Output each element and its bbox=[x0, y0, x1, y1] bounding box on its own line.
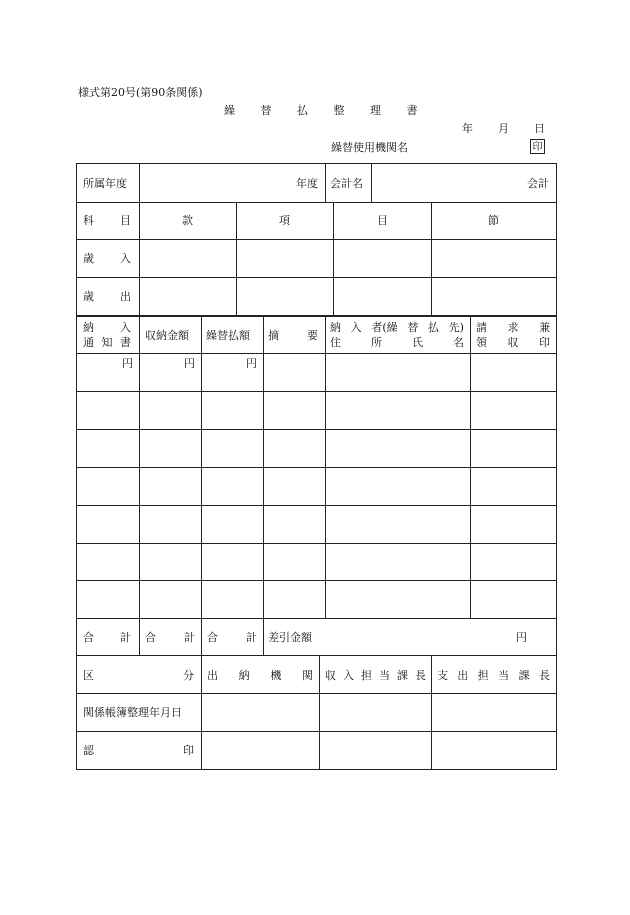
summary-header: 摘 要 bbox=[268, 329, 318, 342]
ledger-date-label: 関係帳簿整理年月日 bbox=[83, 706, 182, 719]
received-amount-header: 収納金額 bbox=[145, 329, 189, 342]
payer-header-1: 納 入 者(繰 替 払 先) bbox=[330, 321, 464, 334]
total-label-received: 合 計 bbox=[145, 631, 195, 644]
title-text: 繰 替 払 整 理 書 bbox=[224, 104, 418, 117]
advance-amount-header: 繰替払額 bbox=[206, 329, 250, 342]
difference-yen-unit: 円 bbox=[516, 631, 527, 644]
yen-unit-advance: 円 bbox=[246, 357, 257, 370]
fiscal-year-suffix: 年度 bbox=[296, 177, 318, 190]
moku-header: 目 bbox=[377, 214, 388, 227]
division-header: 区 分 bbox=[83, 669, 194, 682]
expense-label: 歳 出 bbox=[83, 290, 131, 303]
agency-label: 繰替使用機関名 bbox=[331, 141, 408, 154]
approval-seal-label: 認 印 bbox=[83, 744, 194, 757]
income-label: 歳 入 bbox=[83, 252, 131, 265]
date-day: 日 bbox=[534, 122, 545, 135]
payer-header-2: 住 所 氏 名 bbox=[330, 336, 464, 349]
kou-header: 項 bbox=[279, 214, 290, 227]
notice-header-1: 納 入 bbox=[83, 321, 131, 334]
yen-unit-received: 円 bbox=[184, 357, 195, 370]
date-month: 月 bbox=[498, 122, 509, 135]
difference-amount-label: 差引金額 bbox=[268, 631, 312, 644]
expense-chief-header: 支 出 担 当 課 長 bbox=[437, 669, 550, 682]
date-year: 年 bbox=[462, 122, 473, 135]
account-name-label: 会計名 bbox=[330, 177, 363, 190]
income-chief-header: 収 入 担 当 課 長 bbox=[325, 669, 426, 682]
claim-header-2: 領 収 印 bbox=[476, 336, 550, 349]
kan-header: 款 bbox=[182, 214, 193, 227]
subject-label: 科 目 bbox=[83, 214, 131, 227]
setsu-header: 節 bbox=[488, 214, 499, 227]
cashier-header: 出 納 機 関 bbox=[207, 669, 313, 682]
claim-header-1: 請 求 兼 bbox=[476, 321, 550, 334]
account-suffix: 会計 bbox=[527, 177, 549, 190]
fiscal-year-label: 所属年度 bbox=[83, 177, 127, 190]
seal-mark: 印 bbox=[530, 139, 545, 154]
total-label-advance: 合 計 bbox=[207, 631, 257, 644]
notice-header-2: 通 知 書 bbox=[83, 336, 131, 349]
total-label-notice: 合 計 bbox=[83, 631, 131, 644]
form-number: 様式第20号(第90条関係) bbox=[78, 86, 203, 99]
yen-unit-notice: 円 bbox=[122, 357, 133, 370]
